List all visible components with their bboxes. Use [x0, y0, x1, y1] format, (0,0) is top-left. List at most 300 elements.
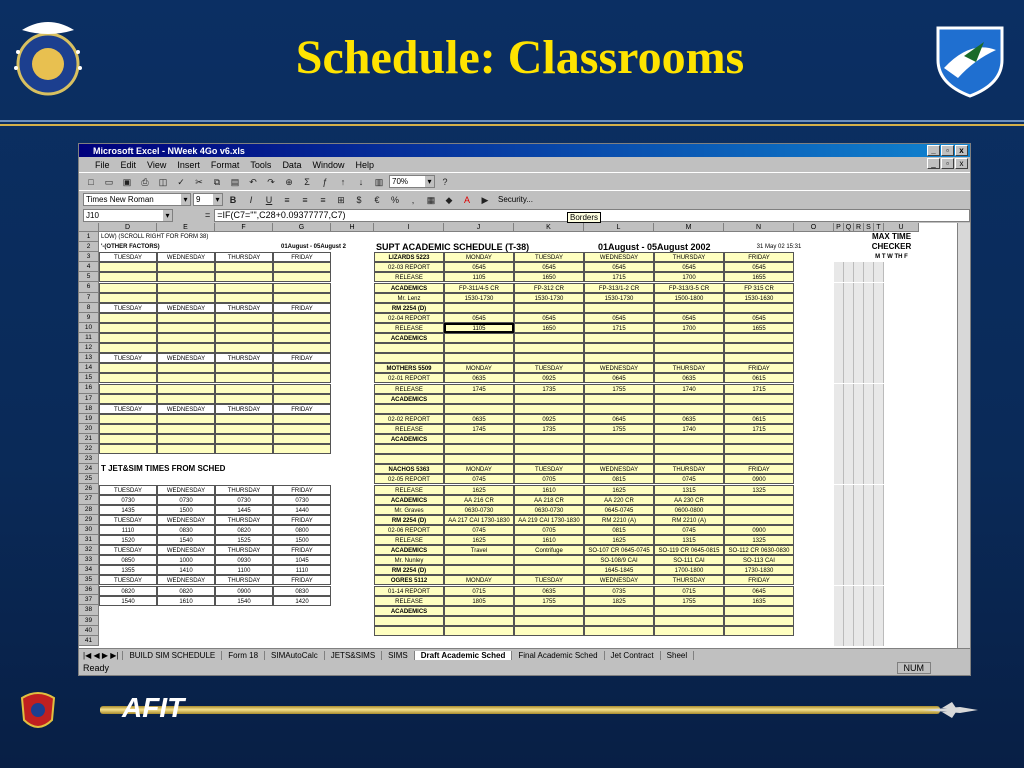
schedule-cell[interactable]: 0545: [514, 262, 584, 272]
schedule-cell[interactable]: MONDAY: [444, 363, 514, 373]
tab-draft-academic[interactable]: Draft Academic Sched: [415, 651, 513, 660]
row-header[interactable]: 11: [79, 333, 99, 343]
align-right-icon[interactable]: ≡: [320, 194, 326, 205]
checker-cell[interactable]: [844, 565, 854, 575]
schedule-cell[interactable]: [724, 515, 794, 525]
select-all-corner[interactable]: [79, 223, 99, 232]
checker-cell[interactable]: [874, 525, 884, 535]
schedule-cell[interactable]: 1700: [654, 323, 724, 333]
schedule-cell[interactable]: [584, 343, 654, 353]
checker-cell[interactable]: [844, 586, 854, 596]
checker-cell[interactable]: [874, 293, 884, 303]
column-header[interactable]: K: [514, 223, 584, 232]
save-icon[interactable]: ▣: [122, 176, 132, 187]
row-header[interactable]: 29: [79, 515, 99, 525]
entry-cell[interactable]: [273, 313, 331, 323]
schedule-cell[interactable]: 1715: [584, 323, 654, 333]
entry-cell[interactable]: [215, 262, 273, 272]
row-header[interactable]: 35: [79, 575, 99, 585]
entry-cell[interactable]: [215, 363, 273, 373]
schedule-cell[interactable]: SO-112 CR 0630-0830: [724, 545, 794, 555]
day-header-cell[interactable]: THURSDAY: [215, 252, 273, 262]
checker-cell[interactable]: [874, 323, 884, 333]
jet-time-cell[interactable]: THURSDAY: [215, 485, 273, 495]
italic-button[interactable]: I: [249, 194, 253, 205]
checker-cell[interactable]: [854, 464, 864, 474]
redo-icon[interactable]: ↷: [267, 176, 275, 187]
schedule-cell[interactable]: 1805: [444, 596, 514, 606]
schedule-cell[interactable]: [444, 303, 514, 313]
schedule-cell[interactable]: [444, 606, 514, 616]
doc-minimize-button[interactable]: _: [927, 158, 940, 169]
schedule-cell[interactable]: 1635: [724, 596, 794, 606]
checker-cell[interactable]: [854, 303, 864, 313]
column-header[interactable]: S: [864, 223, 874, 232]
day-header-cell[interactable]: THURSDAY: [215, 404, 273, 414]
checker-cell[interactable]: [834, 545, 844, 555]
checker-cell[interactable]: [854, 353, 864, 363]
schedule-label-cell[interactable]: RELEASE: [374, 323, 444, 333]
entry-cell[interactable]: [215, 424, 273, 434]
schedule-cell[interactable]: SO-108/9 CAI: [584, 555, 654, 565]
schedule-cell[interactable]: 0745: [654, 525, 724, 535]
schedule-cell[interactable]: [514, 626, 584, 636]
jet-time-cell[interactable]: 1540: [215, 596, 273, 606]
bold-button[interactable]: B: [229, 194, 237, 205]
checker-cell[interactable]: [844, 444, 854, 454]
checker-cell[interactable]: [854, 636, 864, 646]
checker-cell[interactable]: [834, 283, 844, 293]
row-header[interactable]: 10: [79, 323, 99, 333]
jet-time-cell[interactable]: 1410: [157, 565, 215, 575]
checker-cell[interactable]: [844, 495, 854, 505]
spell-icon[interactable]: ✓: [177, 176, 185, 187]
schedule-cell[interactable]: [514, 565, 584, 575]
schedule-cell[interactable]: [444, 444, 514, 454]
checker-cell[interactable]: [874, 272, 884, 282]
schedule-label-cell[interactable]: RM 2254 (D): [374, 565, 444, 575]
checker-cell[interactable]: [864, 353, 874, 363]
schedule-cell[interactable]: 0705: [514, 525, 584, 535]
schedule-cell[interactable]: MONDAY: [444, 252, 514, 262]
entry-cell[interactable]: [215, 414, 273, 424]
entry-cell[interactable]: [157, 323, 215, 333]
checker-cell[interactable]: [834, 626, 844, 636]
entry-cell[interactable]: [157, 262, 215, 272]
font-color-icon[interactable]: A: [463, 194, 470, 205]
jet-time-cell[interactable]: WEDNESDAY: [157, 515, 215, 525]
schedule-label-cell[interactable]: 02-01 REPORT: [374, 373, 444, 383]
entry-cell[interactable]: [273, 394, 331, 404]
tab-form18[interactable]: Form 18: [222, 651, 265, 660]
entry-cell[interactable]: [157, 363, 215, 373]
row-header[interactable]: 32: [79, 545, 99, 555]
schedule-cell[interactable]: [444, 434, 514, 444]
schedule-cell[interactable]: [444, 333, 514, 343]
checker-cell[interactable]: [874, 535, 884, 545]
schedule-cell[interactable]: [514, 606, 584, 616]
entry-cell[interactable]: [273, 444, 331, 454]
schedule-cell[interactable]: SO-119 CR 0645-0815: [654, 545, 724, 555]
schedule-cell[interactable]: 0925: [514, 414, 584, 424]
checker-cell[interactable]: [844, 343, 854, 353]
entry-cell[interactable]: [157, 313, 215, 323]
checker-cell[interactable]: [874, 333, 884, 343]
schedule-cell[interactable]: WEDNESDAY: [584, 575, 654, 585]
checker-cell[interactable]: [874, 283, 884, 293]
schedule-cell[interactable]: 0645: [724, 586, 794, 596]
schedule-cell[interactable]: [654, 303, 724, 313]
checker-cell[interactable]: [874, 434, 884, 444]
jet-time-cell[interactable]: TUESDAY: [99, 575, 157, 585]
day-header-cell[interactable]: FRIDAY: [273, 353, 331, 363]
checker-cell[interactable]: [844, 616, 854, 626]
schedule-cell[interactable]: 0745: [444, 525, 514, 535]
schedule-cell[interactable]: [654, 404, 724, 414]
entry-cell[interactable]: [99, 414, 157, 424]
schedule-cell[interactable]: AA 216 CR: [444, 495, 514, 505]
entry-cell[interactable]: [273, 262, 331, 272]
schedule-cell[interactable]: Contrifuge: [514, 545, 584, 555]
undo-icon[interactable]: ↶: [249, 176, 257, 187]
checker-cell[interactable]: [854, 414, 864, 424]
checker-cell[interactable]: [834, 262, 844, 272]
schedule-label-cell[interactable]: RM 2254 (D): [374, 515, 444, 525]
row-header[interactable]: 23: [79, 454, 99, 464]
checker-cell[interactable]: [864, 414, 874, 424]
schedule-label-cell[interactable]: 02-04 REPORT: [374, 313, 444, 323]
checker-cell[interactable]: [834, 505, 844, 515]
schedule-cell[interactable]: WEDNESDAY: [584, 252, 654, 262]
security-button[interactable]: Security...: [498, 195, 533, 204]
checker-cell[interactable]: [854, 454, 864, 464]
checker-cell[interactable]: [874, 596, 884, 606]
schedule-cell[interactable]: THURSDAY: [654, 575, 724, 585]
checker-cell[interactable]: [864, 333, 874, 343]
checker-cell[interactable]: [844, 575, 854, 585]
entry-cell[interactable]: [273, 434, 331, 444]
checker-cell[interactable]: [874, 424, 884, 434]
checker-cell[interactable]: [834, 424, 844, 434]
schedule-cell[interactable]: 0630-0730: [444, 505, 514, 515]
schedule-cell[interactable]: AA 218 CR: [514, 495, 584, 505]
entry-cell[interactable]: [99, 313, 157, 323]
schedule-cell[interactable]: AA 217 CAI 1730-1830: [444, 515, 514, 525]
schedule-cell[interactable]: RM 2210 (A): [654, 515, 724, 525]
checker-cell[interactable]: [864, 444, 874, 454]
entry-cell[interactable]: [273, 343, 331, 353]
schedule-cell[interactable]: 0615: [724, 414, 794, 424]
entry-cell[interactable]: [99, 272, 157, 282]
menu-item-help[interactable]: Help: [355, 159, 374, 170]
checker-cell[interactable]: [874, 394, 884, 404]
jet-time-cell[interactable]: 1000: [157, 555, 215, 565]
checker-cell[interactable]: [864, 262, 874, 272]
row-header[interactable]: 27: [79, 494, 99, 504]
schedule-cell[interactable]: 0745: [444, 474, 514, 484]
jet-time-cell[interactable]: 0820: [215, 525, 273, 535]
schedule-cell[interactable]: [444, 454, 514, 464]
play-icon[interactable]: ▶: [481, 194, 489, 205]
schedule-label-cell[interactable]: 01-14 REPORT: [374, 586, 444, 596]
schedule-cell[interactable]: 0635: [444, 373, 514, 383]
help-icon[interactable]: ?: [442, 176, 448, 187]
checker-cell[interactable]: [834, 535, 844, 545]
checker-cell[interactable]: [874, 303, 884, 313]
checker-cell[interactable]: [834, 272, 844, 282]
schedule-cell[interactable]: [724, 505, 794, 515]
schedule-cell[interactable]: [444, 394, 514, 404]
checker-cell[interactable]: [844, 474, 854, 484]
checker-cell[interactable]: [834, 575, 844, 585]
vertical-scrollbar[interactable]: [957, 223, 971, 648]
checker-cell[interactable]: [844, 555, 854, 565]
checker-cell[interactable]: [844, 313, 854, 323]
entry-cell[interactable]: [99, 283, 157, 293]
checker-cell[interactable]: [834, 596, 844, 606]
checker-cell[interactable]: [834, 515, 844, 525]
schedule-cell[interactable]: WEDNESDAY: [584, 464, 654, 474]
checker-cell[interactable]: [864, 474, 874, 484]
checker-cell[interactable]: [864, 565, 874, 575]
entry-cell[interactable]: [215, 384, 273, 394]
doc-restore-button[interactable]: ▫: [941, 158, 954, 169]
row-header[interactable]: 16: [79, 383, 99, 393]
entry-cell[interactable]: [215, 313, 273, 323]
schedule-cell[interactable]: THURSDAY: [654, 252, 724, 262]
schedule-cell[interactable]: 1315: [654, 485, 724, 495]
schedule-cell[interactable]: 0545: [584, 262, 654, 272]
checker-cell[interactable]: [844, 404, 854, 414]
schedule-label-cell[interactable]: ACADEMICS: [374, 394, 444, 404]
entry-cell[interactable]: [215, 343, 273, 353]
schedule-cell[interactable]: 1530-1730: [584, 293, 654, 303]
day-header-cell[interactable]: THURSDAY: [215, 353, 273, 363]
jet-time-cell[interactable]: FRIDAY: [273, 485, 331, 495]
entry-cell[interactable]: [157, 293, 215, 303]
entry-cell[interactable]: [273, 333, 331, 343]
jet-time-cell[interactable]: 1435: [99, 505, 157, 515]
checker-cell[interactable]: [864, 616, 874, 626]
entry-cell[interactable]: [99, 434, 157, 444]
schedule-cell[interactable]: 0745: [654, 474, 724, 484]
schedule-cell[interactable]: TUESDAY: [514, 464, 584, 474]
schedule-label-cell[interactable]: RELEASE: [374, 596, 444, 606]
schedule-cell[interactable]: [724, 434, 794, 444]
jet-time-cell[interactable]: 1500: [157, 505, 215, 515]
schedule-cell[interactable]: 1645-1845: [584, 565, 654, 575]
schedule-cell[interactable]: THURSDAY: [654, 363, 724, 373]
schedule-cell[interactable]: 1530-1630: [724, 293, 794, 303]
entry-cell[interactable]: [157, 424, 215, 434]
checker-cell[interactable]: [874, 444, 884, 454]
schedule-cell[interactable]: [444, 565, 514, 575]
schedule-label-cell[interactable]: ACADEMICS: [374, 606, 444, 616]
schedule-cell[interactable]: [584, 353, 654, 363]
schedule-label-cell[interactable]: NACHOS 5363: [374, 464, 444, 474]
jet-time-cell[interactable]: TUESDAY: [99, 545, 157, 555]
entry-cell[interactable]: [99, 394, 157, 404]
tab-jets-sims[interactable]: JETS&SIMS: [325, 651, 382, 660]
checker-cell[interactable]: [844, 454, 854, 464]
checker-cell[interactable]: [854, 474, 864, 484]
schedule-label-cell[interactable]: ACADEMICS: [374, 283, 444, 293]
schedule-cell[interactable]: 1610: [514, 535, 584, 545]
entry-cell[interactable]: [99, 333, 157, 343]
menu-item-view[interactable]: View: [147, 159, 167, 170]
schedule-cell[interactable]: 0545: [724, 262, 794, 272]
column-header[interactable]: T: [874, 223, 884, 232]
entry-cell[interactable]: [215, 293, 273, 303]
checker-cell[interactable]: [864, 434, 874, 444]
schedule-cell[interactable]: 1655: [724, 323, 794, 333]
schedule-cell[interactable]: [584, 434, 654, 444]
schedule-cell[interactable]: [584, 454, 654, 464]
row-header[interactable]: 17: [79, 394, 99, 404]
row-header[interactable]: 15: [79, 373, 99, 383]
schedule-cell[interactable]: WEDNESDAY: [584, 363, 654, 373]
menu-item-tools[interactable]: Tools: [250, 159, 272, 170]
checker-cell[interactable]: [874, 353, 884, 363]
checker-cell[interactable]: [864, 293, 874, 303]
schedule-cell[interactable]: 1315: [654, 535, 724, 545]
hyperlink-icon[interactable]: ⊕: [285, 176, 293, 187]
entry-cell[interactable]: [273, 283, 331, 293]
day-header-cell[interactable]: FRIDAY: [273, 404, 331, 414]
checker-cell[interactable]: [854, 505, 864, 515]
schedule-cell[interactable]: [514, 353, 584, 363]
jet-time-cell[interactable]: 1610: [157, 596, 215, 606]
checker-cell[interactable]: [874, 464, 884, 474]
row-header[interactable]: 41: [79, 636, 99, 646]
entry-cell[interactable]: [215, 333, 273, 343]
schedule-label-cell[interactable]: Mr. Lenz: [374, 293, 444, 303]
schedule-label-cell[interactable]: MOTHERS 5509: [374, 363, 444, 373]
day-header-cell[interactable]: TUESDAY: [99, 404, 157, 414]
checker-cell[interactable]: [844, 414, 854, 424]
schedule-cell[interactable]: 0645: [584, 414, 654, 424]
selected-cell-j10[interactable]: [444, 323, 514, 333]
schedule-cell[interactable]: [514, 394, 584, 404]
jet-time-cell[interactable]: 1420: [273, 596, 331, 606]
schedule-cell[interactable]: 0545: [444, 313, 514, 323]
schedule-cell[interactable]: [584, 626, 654, 636]
schedule-label-cell[interactable]: 02-03 REPORT: [374, 262, 444, 272]
schedule-cell[interactable]: 0815: [584, 474, 654, 484]
entry-cell[interactable]: [273, 293, 331, 303]
checker-cell[interactable]: [844, 505, 854, 515]
schedule-cell[interactable]: FRIDAY: [724, 464, 794, 474]
schedule-cell[interactable]: [724, 626, 794, 636]
comma-icon[interactable]: ,: [411, 194, 415, 205]
schedule-label-cell[interactable]: [374, 343, 444, 353]
schedule-cell[interactable]: [584, 303, 654, 313]
checker-cell[interactable]: [864, 363, 874, 373]
jet-time-cell[interactable]: 1110: [273, 565, 331, 575]
schedule-cell[interactable]: 0715: [444, 586, 514, 596]
schedule-cell[interactable]: FP-312 CR: [514, 283, 584, 293]
entry-cell[interactable]: [215, 434, 273, 444]
checker-cell[interactable]: [834, 384, 844, 394]
row-header[interactable]: 20: [79, 424, 99, 434]
checker-cell[interactable]: [844, 384, 854, 394]
schedule-cell[interactable]: FRIDAY: [724, 252, 794, 262]
schedule-cell[interactable]: 1730-1830: [724, 565, 794, 575]
checker-cell[interactable]: [844, 434, 854, 444]
checker-cell[interactable]: [864, 586, 874, 596]
entry-cell[interactable]: [157, 394, 215, 404]
entry-cell[interactable]: [215, 272, 273, 282]
schedule-label-cell[interactable]: [374, 444, 444, 454]
row-header[interactable]: 12: [79, 343, 99, 353]
align-left-icon[interactable]: ≡: [284, 194, 290, 205]
menu-item-file[interactable]: File: [95, 159, 110, 170]
column-header[interactable]: E: [157, 223, 215, 232]
checker-cell[interactable]: [834, 586, 844, 596]
checker-cell[interactable]: [864, 596, 874, 606]
checker-cell[interactable]: [874, 575, 884, 585]
schedule-cell[interactable]: 1755: [654, 596, 724, 606]
checker-cell[interactable]: [854, 596, 864, 606]
entry-cell[interactable]: [99, 363, 157, 373]
zoom-select[interactable]: 70% ▾: [389, 175, 435, 188]
checker-cell[interactable]: [854, 616, 864, 626]
entry-cell[interactable]: [157, 333, 215, 343]
schedule-cell[interactable]: [514, 555, 584, 565]
schedule-cell[interactable]: FRIDAY: [724, 575, 794, 585]
checker-cell[interactable]: [844, 394, 854, 404]
jet-time-cell[interactable]: 1520: [99, 535, 157, 545]
row-header[interactable]: 24: [79, 464, 99, 474]
tab-simautocalc[interactable]: SIMAutoCalc: [265, 651, 325, 660]
checker-cell[interactable]: [864, 283, 874, 293]
schedule-cell[interactable]: [584, 333, 654, 343]
schedule-cell[interactable]: [584, 404, 654, 414]
checker-cell[interactable]: [834, 303, 844, 313]
jet-time-cell[interactable]: WEDNESDAY: [157, 545, 215, 555]
schedule-cell[interactable]: [724, 394, 794, 404]
checker-cell[interactable]: [874, 565, 884, 575]
checker-cell[interactable]: [844, 323, 854, 333]
checker-cell[interactable]: [874, 363, 884, 373]
name-box[interactable]: J10 ▾: [83, 209, 173, 222]
worksheet-grid[interactable]: [79, 223, 957, 648]
row-header[interactable]: 33: [79, 555, 99, 565]
entry-cell[interactable]: [157, 373, 215, 383]
jet-time-cell[interactable]: 1110: [99, 525, 157, 535]
checker-cell[interactable]: [864, 626, 874, 636]
schedule-cell[interactable]: 1500-1800: [654, 293, 724, 303]
checker-cell[interactable]: [834, 313, 844, 323]
entry-cell[interactable]: [273, 272, 331, 282]
row-header[interactable]: 40: [79, 626, 99, 636]
day-header-cell[interactable]: TUESDAY: [99, 303, 157, 313]
schedule-cell[interactable]: 0615: [724, 373, 794, 383]
schedule-cell[interactable]: 1700-1800: [654, 565, 724, 575]
tab-scroll-icons[interactable]: |◀ ◀ ▶ ▶|: [79, 651, 123, 660]
checker-cell[interactable]: [834, 495, 844, 505]
schedule-cell[interactable]: 1755: [584, 424, 654, 434]
schedule-cell[interactable]: 0925: [514, 373, 584, 383]
doc-close-button[interactable]: x: [955, 158, 968, 169]
row-header[interactable]: 38: [79, 605, 99, 615]
checker-cell[interactable]: [864, 272, 874, 282]
schedule-cell[interactable]: 1625: [584, 485, 654, 495]
schedule-cell[interactable]: [514, 303, 584, 313]
schedule-cell[interactable]: 0545: [654, 262, 724, 272]
schedule-cell[interactable]: SO-107 CR 0645-0745: [584, 545, 654, 555]
entry-cell[interactable]: [215, 444, 273, 454]
